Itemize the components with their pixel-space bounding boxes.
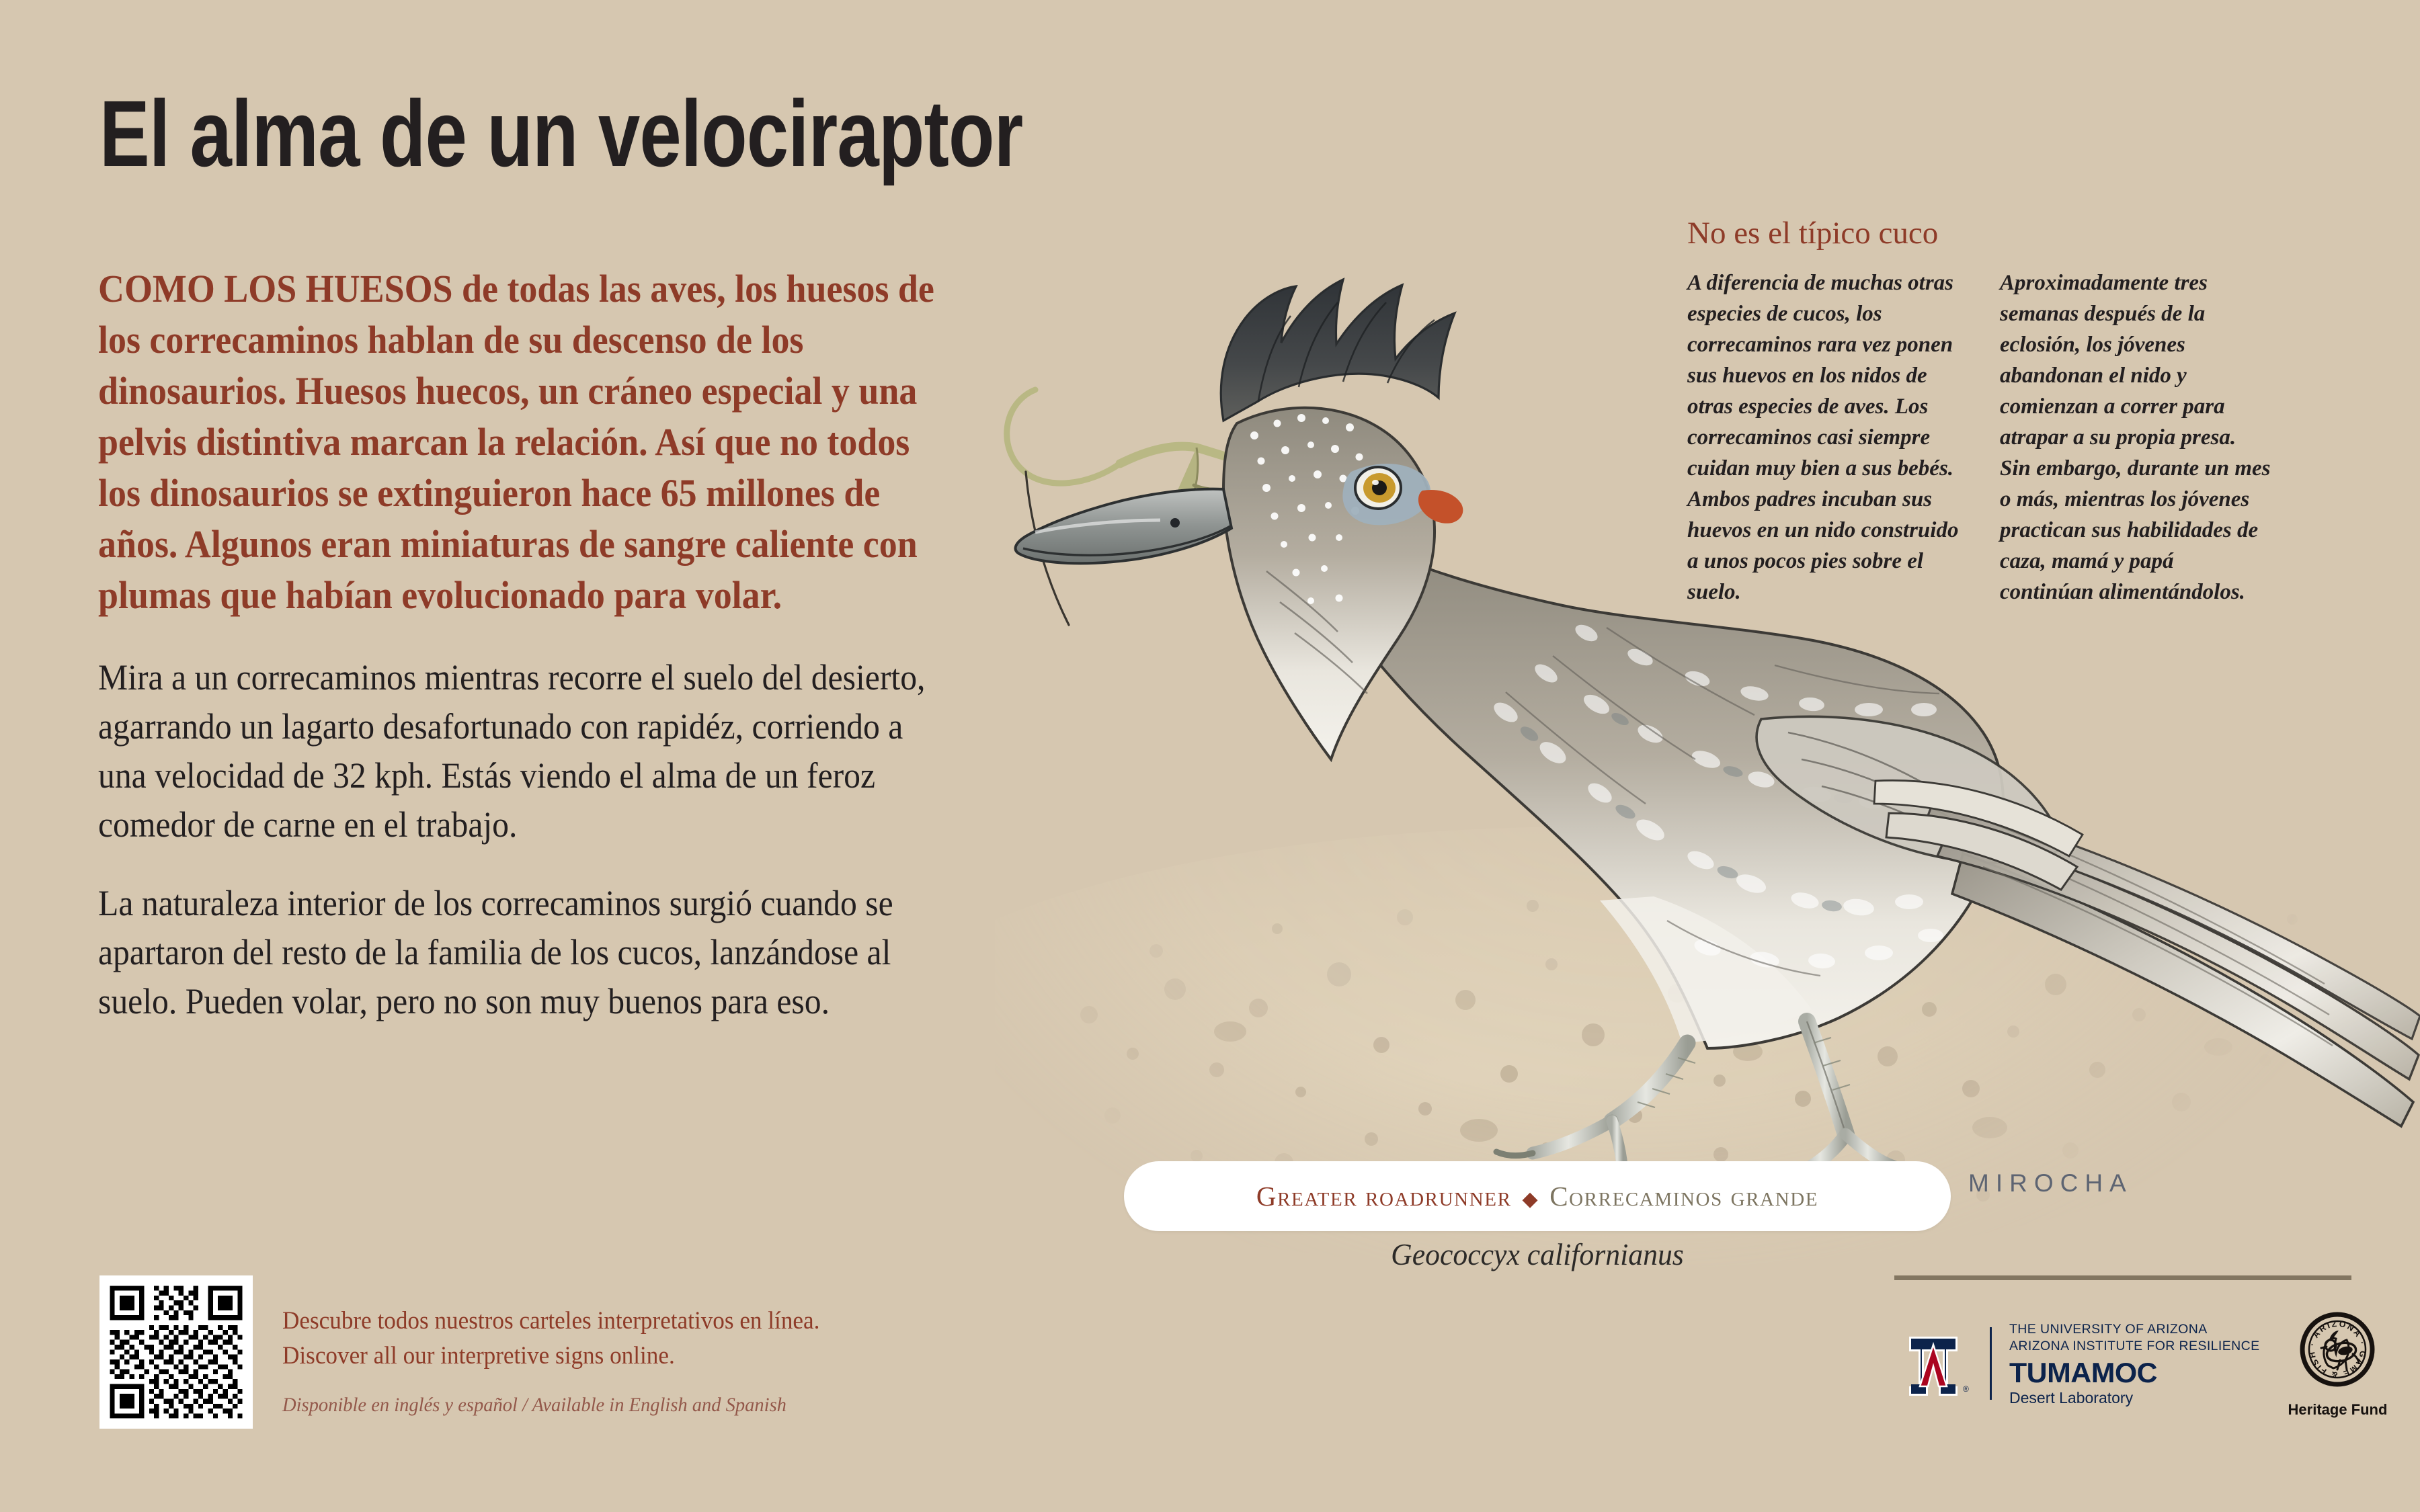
roadrunner-head — [1016, 280, 1463, 759]
footer-text-block — [282, 1304, 955, 1417]
sidebar-columns — [1687, 267, 2292, 607]
page-title: El alma de un velociraptor — [99, 81, 1023, 186]
sidebar-panel — [1687, 215, 2292, 607]
scientific-name: Geococcyx californianus — [1391, 1237, 1684, 1271]
logo-group — [1894, 1308, 2387, 1419]
university-text-block — [2009, 1321, 2260, 1406]
sidebar-text-1: A diferencia de muchas otras especies de cucos, los correcaminos rara vez ponen sus huevos en los nidos de otras especies de aves. Los correcaminos casi siempre cuidan muy bien a sus bebés. Ambos padres incuban sus huevos en un nido construido a unos pocos pies sobre el suelo. — [1687, 271, 1959, 604]
body-paragraph-2: La naturaleza interior de los correcaminos surgió cuando se apartaron del resto de la familia de los cucos, lanzándose al suelo. Pueden volar, pero no son muy buenos para eso. — [98, 883, 893, 1021]
main-text-column — [98, 263, 1002, 1026]
lead-opening-phrase: COMO LOS HUESOS — [98, 267, 453, 310]
azgf-ring-bottom-text: GAME & FISH — [2307, 1349, 2368, 1380]
footer-line-english: Discover all our interpretive signs online. — [282, 1342, 675, 1370]
azgf-ring-top-text: · ARIZONA · — [2307, 1318, 2368, 1347]
tumamoc-wordmark: TUMAMOC — [2009, 1356, 2158, 1388]
svg-text:®: ® — [1963, 1384, 1969, 1394]
qr-code-image — [105, 1281, 247, 1423]
heritage-fund-label: Heritage Fund — [2288, 1401, 2388, 1418]
species-caption — [1256, 1180, 1818, 1212]
qr-code[interactable] — [99, 1275, 253, 1429]
sidebar-column-2 — [2000, 267, 2272, 607]
arizona-game-and-fish-logo — [2288, 1308, 2388, 1419]
artist-credit: MIROCHA — [1968, 1169, 2133, 1197]
species-caption-banner — [1124, 1161, 1951, 1231]
caption-separator-icon: ◆ — [1522, 1188, 1539, 1211]
caption-spanish: Correcaminos grande — [1549, 1181, 1819, 1212]
sidebar-column-1 — [1687, 267, 1960, 607]
sidebar-heading: No es el típico cuco — [1687, 216, 1939, 251]
tumamoc-subtitle: Desert Laboratory — [2009, 1388, 2134, 1406]
lead-paragraph: COMO LOS HUESOS de todas las aves, los huesos de los correcaminos hablan de su descenso de los dinosaurios. Huesos huecos, un cráneo especial y una pelvis distintiva marcan la relación. Así que no todos los dinosaurios se extinguieron hace 65 millones de años. Algunos eran miniaturas de sangre caliente con plumas que habían evolucionado para volar. — [98, 267, 934, 617]
university-name-line1: THE UNIVERSITY OF ARIZONA — [2009, 1321, 2208, 1337]
university-of-arizona-lockup — [1894, 1321, 2260, 1406]
spacer — [98, 849, 1002, 879]
body-paragraph-1: Mira a un correcaminos mientras recorre el suelo del desierto, agarrando un lagarto desafortunado con rapidéz, corriendo a una velocidad de 32 kph. Estás viendo el alma de un feroz comedor de carne en el trabajo. — [98, 657, 926, 845]
footer-line-spanish: Descubre todos nuestros carteles interpretativos en línea. — [282, 1307, 820, 1335]
sidebar-text-2: Aproximadamente tres semanas después de la eclosión, los jóvenes abandonan el nido y comienzan a correr para atrapar a su propia presa. Sin embargo, durante un mes o más, mientras los jóvenes practican sus habilidades de caza, mamá y papá continúan alimentándolos. — [2000, 271, 2271, 604]
caption-english: Greater roadrunner — [1256, 1181, 1512, 1212]
footer-availability-note: Disponible en inglés y español / Available in English and Spanish — [282, 1394, 787, 1416]
azgf-seal-icon — [2293, 1308, 2382, 1396]
university-name-line2: ARIZONA INSTITUTE FOR RESILIENCE — [2009, 1338, 2260, 1353]
footer-divider — [1894, 1275, 2351, 1280]
arizona-a-logo-icon — [1894, 1325, 1972, 1402]
spacer — [98, 621, 1002, 653]
logo-divider-icon — [1990, 1327, 1992, 1400]
